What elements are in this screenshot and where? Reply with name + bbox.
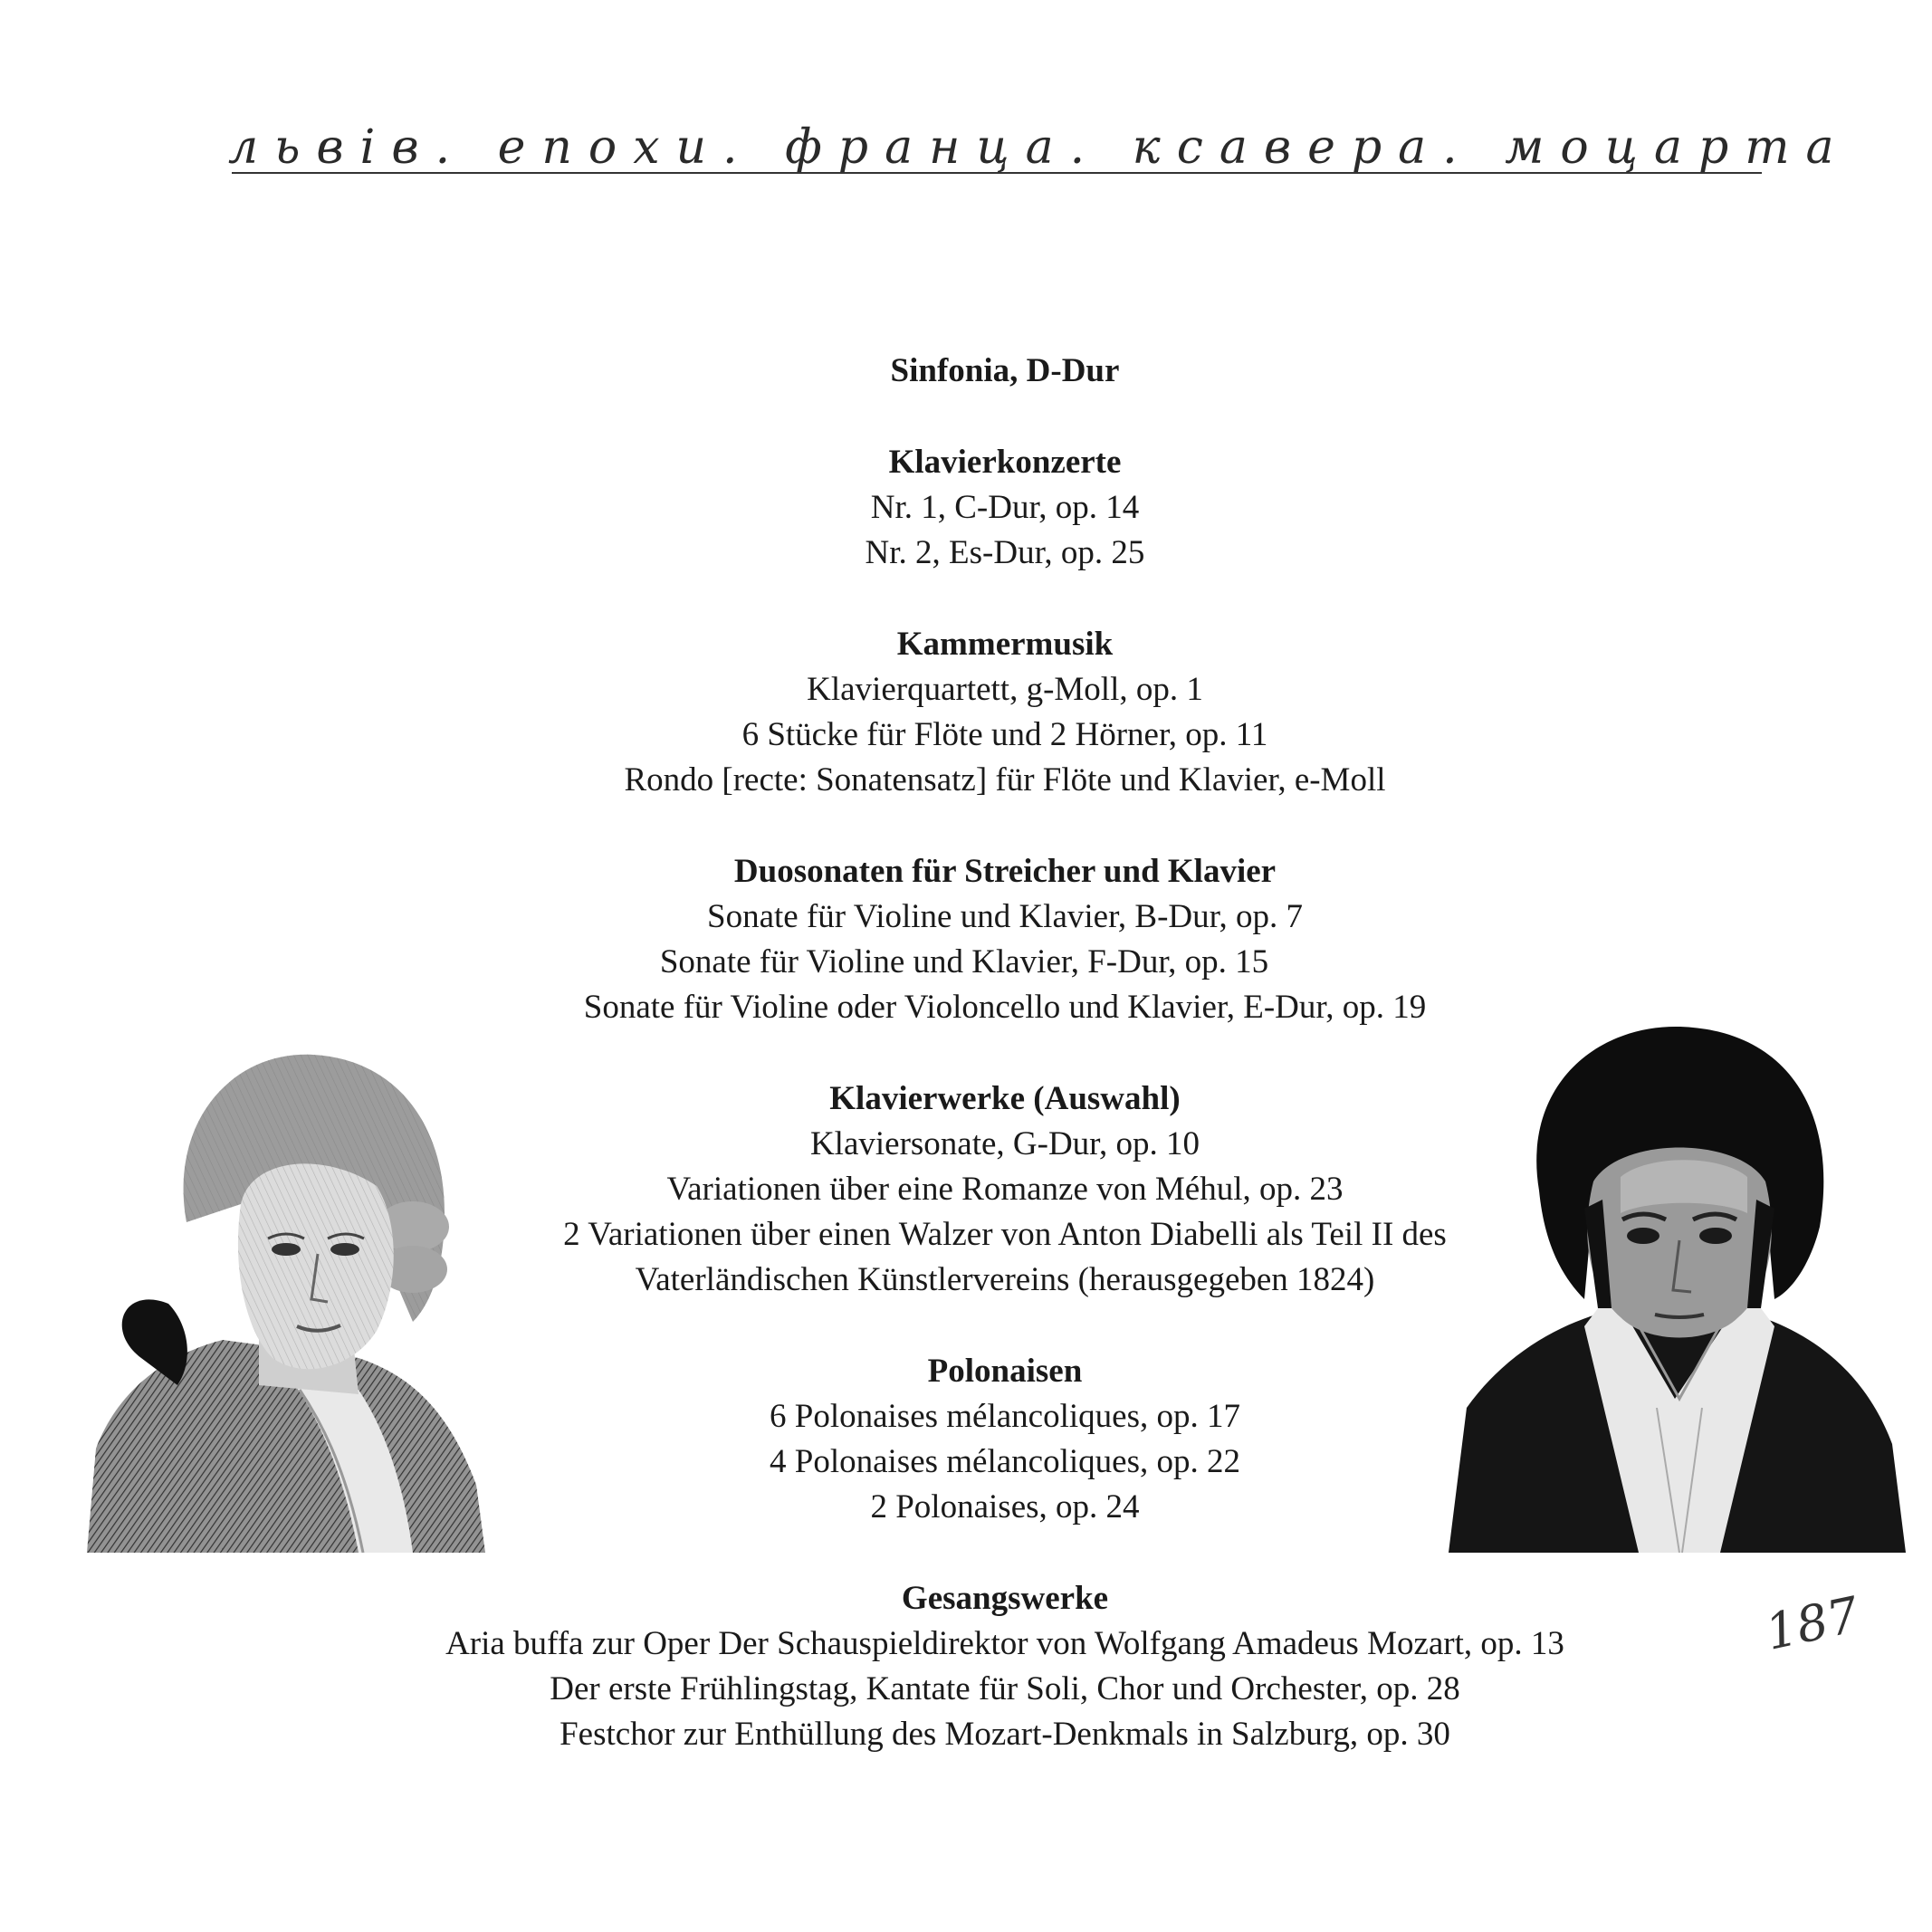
work-item: Rondo [recte: Sonatensatz] für Flöte und Klavier, e-Moll xyxy=(624,761,1386,799)
work-item: Klavierquartett, g-Moll, op. 1 xyxy=(807,671,1203,708)
work-item: 2 Polonaises, op. 24 xyxy=(870,1488,1140,1526)
section-title: Gesangswerke xyxy=(901,1580,1109,1617)
work-item: Nr. 2, Es-Dur, op. 25 xyxy=(865,534,1145,571)
work-item: Festchor zur Enthüllung des Mozart-Denkmals in Salzburg, op. 30 xyxy=(560,1716,1450,1753)
section-gesangswerke xyxy=(380,1576,1630,1757)
section-title: Klavierkonzerte xyxy=(888,444,1122,481)
work-item: 4 Polonaises mélancoliques, op. 22 xyxy=(770,1443,1240,1480)
work-item: Vaterländischen Künstlervereins (herausgegeben 1824) xyxy=(635,1261,1375,1298)
section-duosonaten xyxy=(380,849,1630,1030)
section-title: Klavierwerke (Auswahl) xyxy=(829,1080,1181,1117)
work-item: Sonate für Violine und Klavier, B-Dur, op. 7 xyxy=(707,898,1303,935)
header-rule xyxy=(232,172,1762,174)
page-number: 187 xyxy=(1760,1585,1864,1661)
portrait-right xyxy=(1449,1019,1906,1553)
section-title: Kammermusik xyxy=(896,626,1114,663)
section-sinfonia xyxy=(380,349,1630,394)
work-item: Klaviersonate, G-Dur, op. 10 xyxy=(809,1125,1200,1162)
portrait-left xyxy=(87,1032,485,1553)
section-title: Duosonaten für Streicher und Klavier xyxy=(733,853,1277,890)
work-item: 2 Variationen über einen Walzer von Anton Diabelli als Teil II des xyxy=(563,1216,1447,1253)
running-header: львів. епохи. франца. ксавера. моцарта xyxy=(228,120,1851,175)
work-item: Variationen über eine Romanze von Méhul, op. 23 xyxy=(666,1171,1344,1208)
work-item: Der erste Frühlingstag, Kantate für Soli, Chor und Orchester, op. 28 xyxy=(550,1670,1460,1707)
section-title: Sinfonia, D-Dur xyxy=(890,352,1120,389)
work-item: Sonate für Violine und Klavier, F-Dur, op. 15 xyxy=(659,943,1269,980)
work-item: Aria buffa zur Oper Der Schauspieldirektor von Wolfgang Amadeus Mozart, op. 13 xyxy=(445,1625,1564,1662)
works-list xyxy=(380,349,1630,1803)
work-item: Sonate für Violine oder Violoncello und Klavier, E-Dur, op. 19 xyxy=(583,989,1427,1026)
section-polonaisen xyxy=(380,1349,1630,1530)
work-item: 6 Polonaises mélancoliques, op. 17 xyxy=(770,1398,1240,1435)
work-item: Nr. 1, C-Dur, op. 14 xyxy=(870,489,1140,526)
section-title: Polonaisen xyxy=(927,1353,1083,1390)
section-klavierwerke xyxy=(380,1076,1630,1303)
section-kammermusik xyxy=(380,622,1630,803)
work-item: 6 Stücke für Flöte und 2 Hörner, op. 11 xyxy=(741,716,1268,753)
section-klavierkonzerte xyxy=(380,440,1630,576)
